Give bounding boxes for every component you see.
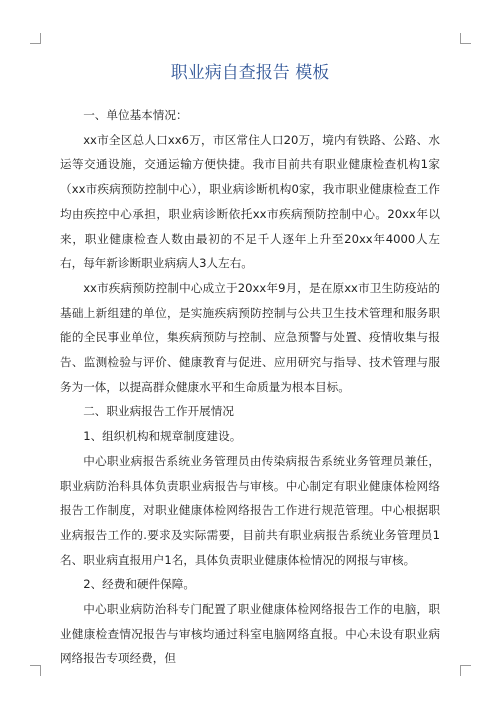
crop-mark-top-left bbox=[30, 33, 41, 44]
crop-mark-bottom-right bbox=[460, 665, 471, 676]
paragraph-city-overview: xx市全区总人口xx6万，市区常住人口20万，境内有铁路、公路、水运等交通设施，交通运输方便快捷。我市目前共有职业健康检查机构1家（xx市疾病预防控制中心），职业病诊断机构0家，我市职业健康检查工作均由疾控中心承担，职业病诊断依托xx市疾病预防控制中心。20xx年以来，职业健康检查人数由最初的不足千人逐年上升至20xx年4000人左右，每年新诊断职业病病人3人左右。 bbox=[60, 132, 440, 271]
subheading-organization: 1、组织机构和规章制度建设。 bbox=[83, 429, 242, 444]
crop-mark-bottom-left bbox=[30, 665, 41, 676]
subheading-funding-hardware: 2、经费和硬件保障。 bbox=[83, 577, 195, 592]
paragraph-funding-hardware: 中心职业病防治科专门配置了职业健康体检网络报告工作的电脑，职业健康检查情况报告与审核均通过科室电脑网络直报。中心未设有职业病网络报告专项经费，但 bbox=[60, 602, 440, 666]
paragraph-cdc-overview: xx市疾病预防控制中心成立于20xx年9月，是在原xx市卫生防疫站的基础上新组建的单位，是实施疾病预防控制与公共卫生技术管理和服务职能的全民事业单位，集疾病预防与控制、应急预警与处置、疫情收集与报告、监测检验与评价、健康教育与促进、应用研究与指导、技术管理与服务为一体，以提高群众健康水平和生命质量为根本目标。 bbox=[60, 280, 440, 394]
document-body bbox=[60, 60, 440, 671]
document-title: 职业病自查报告 模板 bbox=[170, 63, 330, 83]
paragraph-organization: 中心职业病报告系统业务管理员由传染病报告系统业务管理员兼任，职业病防治科具体负责职业病报告与审核。中心制定有职业健康体检网络报告工作制度，对职业健康体检网络报告工作进行规范管理。中心根据职业病报告工作的.要求及实际需要，目前共有职业病报告系统业务管理员1名、职业病直报用户1名，具体负责职业健康体检情况的网报与审核。 bbox=[60, 453, 440, 567]
section-heading-basic-info: 一、单位基本情况： bbox=[83, 108, 188, 122]
crop-mark-top-right bbox=[460, 33, 471, 44]
section-heading-reporting-work: 二、职业病报告工作开展情况 bbox=[83, 404, 234, 419]
